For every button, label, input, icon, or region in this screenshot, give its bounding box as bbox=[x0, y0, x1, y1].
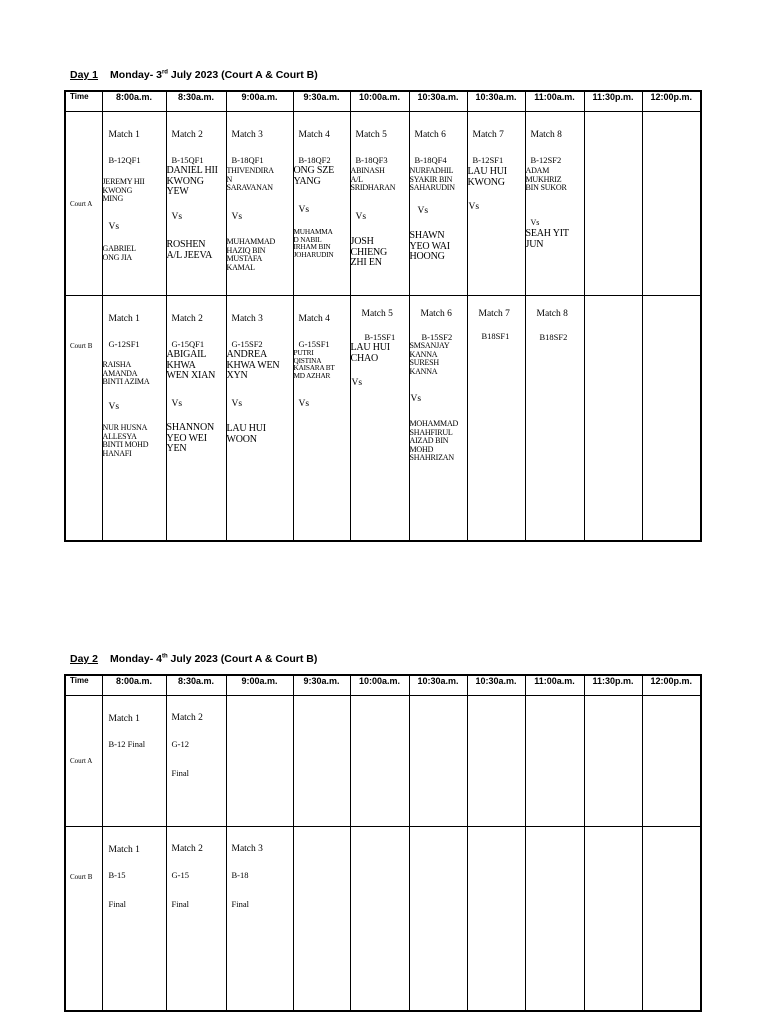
player-two: SHAWN YEO WAI HOONG bbox=[409, 230, 450, 262]
player-two: GABRIEL ONG JIA bbox=[102, 244, 136, 262]
time-slot: 9:00a.m. bbox=[226, 91, 293, 112]
player-two: LAU HUI WOON bbox=[226, 423, 266, 445]
court-a-label: Court A bbox=[65, 112, 102, 296]
match-number: Match 6 bbox=[420, 309, 452, 319]
player-two: MOHAMMAD SHAHFIRUL AIZAD BIN MOHD SHAHRIZAN bbox=[409, 419, 459, 463]
match-code: G-15QF1 bbox=[171, 339, 205, 349]
player-one: ABINASH A/L SRIDHARAN bbox=[350, 166, 396, 193]
match-number: Match 1 bbox=[108, 314, 140, 324]
player-two: SEAH YIT JUN bbox=[525, 228, 569, 250]
match-cell bbox=[226, 827, 293, 1011]
versus-label: Vs bbox=[231, 212, 243, 222]
court-a-label: Court A bbox=[65, 696, 102, 827]
time-slot: 9:30a.m. bbox=[293, 91, 350, 112]
versus-label: Vs bbox=[108, 222, 120, 232]
time-slot: 10:30a.m. bbox=[467, 91, 525, 112]
match-number: Match 6 bbox=[414, 130, 446, 140]
empty-cell bbox=[584, 112, 642, 296]
match-cell bbox=[350, 112, 409, 296]
match-code: B-15SF1 bbox=[364, 332, 396, 342]
match-cell bbox=[525, 296, 584, 541]
player-one: JEREMY HII KWONG MING bbox=[102, 177, 145, 204]
empty-cell bbox=[642, 296, 701, 541]
player-two: ROSHEN A/L JEEVA bbox=[166, 239, 213, 261]
empty-cell bbox=[226, 696, 293, 827]
empty-cell bbox=[642, 112, 701, 296]
match-code: B18SF2 bbox=[539, 332, 568, 342]
day2-label: Day 2 bbox=[70, 653, 99, 665]
time-slot: 11:30p.m. bbox=[584, 91, 642, 112]
time-slot: 9:30a.m. bbox=[293, 675, 350, 696]
versus-label: Vs bbox=[417, 206, 429, 216]
time-slot: 8:00a.m. bbox=[102, 675, 166, 696]
match-code: B-15QF1 bbox=[171, 155, 204, 165]
match-cell bbox=[293, 112, 350, 296]
match-number: Match 2 bbox=[171, 314, 203, 324]
match-code: G-12 bbox=[171, 739, 189, 749]
time-slot: 8:30a.m. bbox=[166, 91, 226, 112]
empty-cell bbox=[467, 827, 525, 1011]
player-one: RAISHA AMANDA BINTI AZIMA bbox=[102, 360, 150, 387]
player-two: JOSH CHIENG ZHI EN bbox=[350, 236, 388, 268]
versus-label: Vs bbox=[171, 399, 183, 409]
day1-label: Day 1 bbox=[70, 69, 99, 81]
match-cell bbox=[525, 112, 584, 296]
player-one: DANIEL HII KWONG YEW bbox=[166, 165, 218, 197]
day1-court-b-row bbox=[65, 296, 701, 541]
player-one: ANDREA KHWA WEN XYN bbox=[226, 349, 280, 381]
match-number: Match 3 bbox=[231, 130, 263, 140]
match-code: B-18QF1 bbox=[231, 155, 264, 165]
match-cell bbox=[166, 112, 226, 296]
day2-header-row bbox=[65, 675, 701, 696]
player-one: LAU HUI CHAO bbox=[350, 342, 390, 364]
versus-label: Vs bbox=[530, 218, 540, 227]
match-cell bbox=[293, 296, 350, 541]
match-code: B-18QF3 bbox=[355, 155, 388, 165]
time-slot: 12:00p.m. bbox=[642, 675, 701, 696]
player-one: ADAM MUKHRIZ BIN SUKOR bbox=[525, 166, 567, 193]
match-code: B-18 bbox=[231, 870, 249, 880]
match-number: Match 5 bbox=[355, 130, 387, 140]
match-code: B-12 Final bbox=[108, 739, 146, 749]
court-b-label: Court B bbox=[65, 827, 102, 1011]
empty-cell bbox=[642, 696, 701, 827]
match-final-label: Final bbox=[231, 899, 249, 909]
match-number: Match 1 bbox=[108, 714, 140, 724]
match-number: Match 3 bbox=[231, 844, 263, 854]
match-number: Match 4 bbox=[298, 130, 330, 140]
match-number: Match 8 bbox=[536, 309, 568, 319]
empty-cell bbox=[409, 696, 467, 827]
match-cell bbox=[409, 112, 467, 296]
time-slot: 10:00a.m. bbox=[350, 675, 409, 696]
versus-label: Vs bbox=[231, 399, 243, 409]
match-cell bbox=[102, 296, 166, 541]
match-number: Match 2 bbox=[171, 844, 203, 854]
empty-cell bbox=[293, 696, 350, 827]
match-cell bbox=[467, 112, 525, 296]
day2-heading bbox=[70, 653, 317, 665]
player-two: SHANNON YEO WEI YEN bbox=[166, 422, 214, 454]
versus-label: Vs bbox=[298, 205, 310, 215]
empty-cell bbox=[293, 827, 350, 1011]
match-cell bbox=[166, 827, 226, 1011]
time-slot: 10:00a.m. bbox=[350, 91, 409, 112]
match-cell bbox=[166, 696, 226, 827]
match-number: Match 3 bbox=[231, 314, 263, 324]
empty-cell bbox=[642, 827, 701, 1011]
match-number: Match 2 bbox=[171, 713, 203, 723]
match-code: B-15SF2 bbox=[421, 332, 453, 342]
versus-label: Vs bbox=[355, 212, 367, 222]
day1-schedule-table bbox=[64, 90, 702, 542]
match-cell bbox=[350, 296, 409, 541]
time-slot: 8:30a.m. bbox=[166, 675, 226, 696]
match-number: Match 4 bbox=[298, 314, 330, 324]
player-one: ONG SZE YANG bbox=[293, 165, 335, 187]
time-header: Time bbox=[65, 91, 102, 112]
match-code: B18SF1 bbox=[481, 331, 510, 341]
empty-cell bbox=[525, 827, 584, 1011]
empty-cell bbox=[525, 696, 584, 827]
empty-cell bbox=[584, 696, 642, 827]
match-code: B-12SF1 bbox=[472, 155, 504, 165]
versus-label: Vs bbox=[351, 378, 363, 388]
player-two: NUR HUSNA ALLESYA BINTI MOHD HANAFI bbox=[102, 423, 149, 458]
empty-cell bbox=[350, 827, 409, 1011]
time-slot: 12:00p.m. bbox=[642, 91, 701, 112]
time-slot: 10:30a.m. bbox=[467, 675, 525, 696]
player-one: ABIGAIL KHWA WEN XIAN bbox=[166, 349, 216, 381]
player-one: LAU HUI KWONG bbox=[467, 166, 507, 188]
day1-date: Monday- 3rd July 2023 (Court A & Court B) bbox=[110, 69, 318, 81]
empty-cell bbox=[584, 827, 642, 1011]
time-slot: 11:00a.m. bbox=[525, 675, 584, 696]
player-one: THIVENDIRA N SARAVANAN bbox=[226, 166, 274, 193]
match-cell bbox=[102, 696, 166, 827]
match-number: Match 8 bbox=[530, 130, 562, 140]
match-number: Match 7 bbox=[478, 309, 510, 319]
match-cell bbox=[467, 296, 525, 541]
versus-label: Vs bbox=[108, 402, 120, 412]
day1-header-row bbox=[65, 91, 701, 112]
time-slot: 8:00a.m. bbox=[102, 91, 166, 112]
player-two: MUHAMMA D NABIL IRHAM BIN JOHARUDIN bbox=[293, 227, 334, 259]
match-code: B-18QF4 bbox=[414, 155, 447, 165]
day2-court-b-row bbox=[65, 827, 701, 1011]
player-one: PUTRI QISTINA KAISARA BT MD AZHAR bbox=[293, 348, 335, 380]
versus-label: Vs bbox=[468, 202, 480, 212]
time-slot: 9:00a.m. bbox=[226, 675, 293, 696]
court-b-label: Court B bbox=[65, 296, 102, 541]
match-cell bbox=[166, 296, 226, 541]
player-two: MUHAMMAD HAZIQ BIN MUSTAFA KAMAL bbox=[226, 237, 276, 272]
day2-schedule-table bbox=[64, 674, 702, 1012]
versus-label: Vs bbox=[298, 399, 310, 409]
day1-heading bbox=[70, 69, 318, 81]
match-code: G-15SF2 bbox=[231, 339, 263, 349]
empty-cell bbox=[467, 696, 525, 827]
empty-cell bbox=[350, 696, 409, 827]
day2-court-a-row bbox=[65, 696, 701, 827]
match-number: Match 1 bbox=[108, 130, 140, 140]
match-code: B-12SF2 bbox=[530, 155, 562, 165]
match-code: B-18QF2 bbox=[298, 155, 331, 165]
time-slot: 10:30a.m. bbox=[409, 91, 467, 112]
match-code: B-15 bbox=[108, 870, 126, 880]
match-code: G-15 bbox=[171, 870, 189, 880]
match-code: G-12SF1 bbox=[108, 339, 140, 349]
player-one: NURFADHIL SYAKIR BIN SAHARUDIN bbox=[409, 166, 455, 193]
day1-court-a-row bbox=[65, 112, 701, 296]
time-slot: 11:00a.m. bbox=[525, 91, 584, 112]
match-cell bbox=[226, 296, 293, 541]
time-slot: 10:30a.m. bbox=[409, 675, 467, 696]
match-code: B-12QF1 bbox=[108, 155, 141, 165]
match-cell bbox=[409, 296, 467, 541]
match-number: Match 1 bbox=[108, 845, 140, 855]
day2-date: Monday- 4th July 2023 (Court A & Court B) bbox=[110, 653, 318, 665]
time-header: Time bbox=[65, 675, 102, 696]
versus-label: Vs bbox=[171, 212, 183, 222]
match-number: Match 5 bbox=[361, 309, 393, 319]
versus-label: Vs bbox=[410, 394, 422, 404]
match-cell bbox=[102, 112, 166, 296]
match-number: Match 7 bbox=[472, 130, 504, 140]
empty-cell bbox=[584, 296, 642, 541]
match-final-label: Final bbox=[171, 899, 189, 909]
match-number: Match 2 bbox=[171, 130, 203, 140]
match-final-label: Final bbox=[108, 899, 126, 909]
match-cell bbox=[226, 112, 293, 296]
player-one: SMSANJAY KANNA SURESH KANNA bbox=[409, 341, 450, 376]
empty-cell bbox=[409, 827, 467, 1011]
match-final-label: Final bbox=[171, 768, 189, 778]
time-slot: 11:30p.m. bbox=[584, 675, 642, 696]
match-code: G-15SF1 bbox=[298, 339, 330, 349]
match-cell bbox=[102, 827, 166, 1011]
